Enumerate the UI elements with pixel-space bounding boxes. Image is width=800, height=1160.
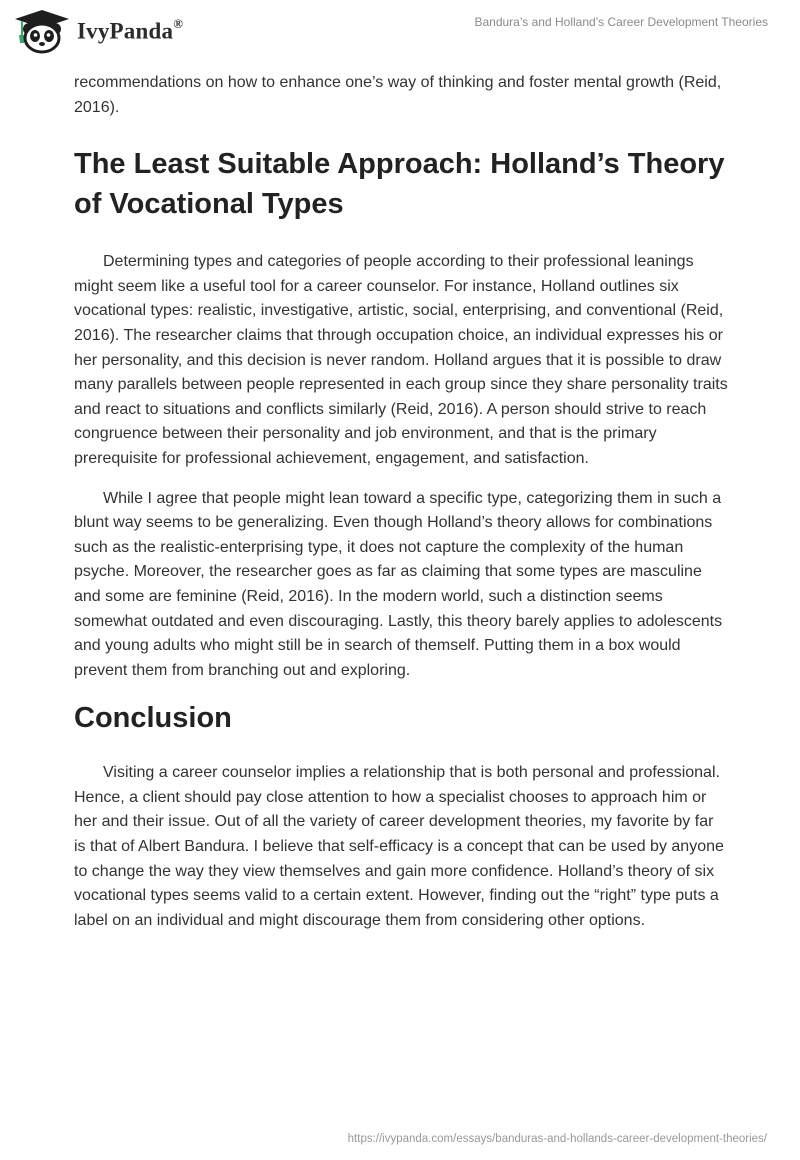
section-heading-holland: The Least Suitable Approach: Holland’s Theory of Vocational Types [74, 148, 725, 221]
essay-body [74, 71, 729, 948]
intro-fragment: recommendations on how to enhance one’s way of thinking and foster mental growth (Reid, 2016). [74, 74, 722, 116]
section-heading-conclusion: Conclusion [74, 702, 232, 735]
paragraph: Determining types and categories of people according to their professional leanings might seem like a useful tool for a career counselor. For instance, Holland outlines six vocational types: realistic, investigative, artistic, social, enterprising, and conventional (Reid, 2016). The researcher claims that through occupation choice, an individual expresses his or her personality, and this decision is never random. Holland argues that it is possible to draw many parallels between people represented in each group since they share personality traits and react to situations and conflicts similarly (Reid, 2016). A person should strive to reach congruence between their personality and job environment, and that is the primary prerequisite for professional achievement, engagement, and satisfaction. [74, 253, 728, 467]
paragraph: Visiting a career counselor implies a relationship that is both personal and professional. Hence, a client should pay close attention to how a specialist chooses to approach him or her and their issue. Out of all the variety of career development theories, my favorite by far is that of Albert Bandura. I believe that self-efficacy is a concept that can be used by anyone to change the way they view themselves and gain more confidence. Holland’s theory of six vocational types seems valid to a certain extent. However, finding out the “right” type puts a label on an individual and might discourage them from considering other options. [74, 764, 724, 929]
logo-wordmark: IvyPanda® [77, 15, 184, 44]
source-url[interactable]: https://ivypanda.com/essays/banduras-and-hollands-career-development-theories/ [347, 1133, 767, 1145]
ivypanda-logo[interactable] [13, 8, 183, 54]
paragraph: While I agree that people might lean toward a specific type, categorizing them in such a blunt way seems to be generalizing. Even though Holland’s theory allows for combinations such as the realistic-enterprising type, it does not capture the complexity of the human psyche. Moreover, the researcher goes as far as claiming that some types are masculine and some are feminine (Reid, 2016). In the modern world, such a distinction seems somewhat outdated and even discouraging. Lastly, this theory barely applies to adolescents and young adults who might still be in search of themself. Putting them in a box would prevent them from branching out and exploring. [74, 489, 723, 679]
running-title: Bandura’s and Holland’s Career Development Theories [474, 15, 768, 29]
page-header [0, 0, 800, 70]
panda-graduation-cap-icon [13, 8, 71, 54]
